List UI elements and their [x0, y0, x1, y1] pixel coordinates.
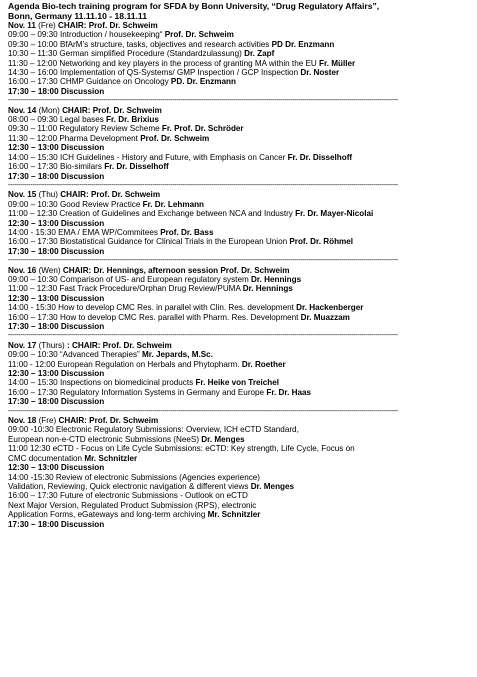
- day-date: Nov. 14: [8, 105, 37, 115]
- section-separator: ------------------------------------------------------------------------------------------------------------------------------------------------------------------------------------------------: [8, 181, 398, 189]
- day-block: [8, 416, 473, 529]
- item-text: Next Major Version, Regulated Product Submission (RPS), electronic: [8, 500, 257, 510]
- item-speaker: Dr. Hennings: [242, 284, 293, 294]
- item-text: 09:00 – 10:30 Comparison of US- and European regulatory system: [8, 274, 249, 284]
- agenda-item: [8, 172, 473, 181]
- item-text: 09:30 – 11:00 Regulatory Review Scheme: [8, 124, 160, 134]
- item-text: 16:00 – 17:30 Bio-similars: [8, 162, 102, 172]
- discussion-label: 12:30 – 13:00 Discussion: [8, 293, 105, 303]
- item-speaker: PD Dr. Enzmann: [271, 39, 335, 49]
- agenda-item: [8, 435, 473, 444]
- item-speaker: Dr. Hackenberger: [296, 303, 364, 313]
- agenda-item: [8, 200, 473, 209]
- agenda-item: [8, 77, 473, 86]
- day-header: [8, 266, 473, 275]
- agenda-item: [8, 209, 473, 218]
- agenda-item: [8, 87, 473, 96]
- day-chair: CHAIR: Prof. Dr. Schweim: [58, 21, 158, 30]
- day-weekday: (Fre): [38, 416, 57, 426]
- item-speaker: Mr. Jepards, M.Sc.: [142, 350, 213, 360]
- item-text: 14:00 -15:30 Review of electronic Submissions (Agencies experience): [8, 472, 261, 482]
- item-text: 08:00 – 09:30 Legal bases: [8, 115, 104, 125]
- day-header: [8, 416, 473, 425]
- day-header: [8, 21, 473, 30]
- agenda-item: [8, 425, 473, 434]
- item-text: 09:00 – 10:30 Good Review Practice: [8, 199, 141, 209]
- item-text: 16:00 – 17:30 Future of electronic Submissions - Outlook on eCTD: [8, 491, 248, 501]
- day-date: Nov. 17: [8, 340, 37, 350]
- section-separator: ------------------------------------------------------------------------------------------------------------------------------------------------------------------------------------------------: [8, 332, 398, 340]
- item-text: 14:00 – 15:30 Inspections on biomedicinal products: [8, 378, 194, 388]
- agenda-item: [8, 143, 473, 152]
- item-text: 14:30 – 16:00 Implementation of QS-Systems/ GMP Inspection / GCP Inspection: [8, 68, 299, 78]
- item-text: 09:00 – 09:30 Introduction / housekeeping“: [8, 30, 163, 40]
- day-date: Nov. 15: [8, 190, 37, 200]
- discussion-label: 12:30 – 13:00 Discussion: [8, 143, 105, 153]
- item-speaker: Fr. Dr. Mayer-Nicolai: [295, 209, 374, 219]
- agenda-item: [8, 134, 473, 143]
- agenda-item: [8, 350, 473, 359]
- agenda-item: [8, 501, 473, 510]
- item-speaker: Dr. Noster: [300, 68, 340, 78]
- agenda-item: [8, 463, 473, 472]
- item-text: 09:30 – 10:00 BfArM’s structure, tasks, objectives and research activities: [8, 39, 272, 49]
- item-speaker: Fr. Dr. Brixius: [106, 115, 159, 125]
- day-date: Nov. 16: [8, 265, 37, 275]
- discussion-label: 17:30 – 18:00 Discussion: [8, 246, 105, 256]
- agenda-item: [8, 68, 473, 77]
- agenda-item: [8, 397, 473, 406]
- agenda-item: [8, 491, 473, 500]
- item-text: 14:00 – 15:30 ICH Guidelines - History and Future, with Emphasis on Cancer: [8, 152, 286, 162]
- item-text: 16:00 – 17:30 Regulatory Information Systems in Germany and Europe: [8, 387, 265, 397]
- agenda-item: [8, 510, 473, 519]
- item-speaker: Fr. Prof. Dr. Schröder: [161, 124, 244, 134]
- day-weekday: (Thurs): [38, 340, 65, 350]
- agenda-item: [8, 454, 473, 463]
- item-text: 16:00 – 17:30 Biostatistical Guidance for Clinical Trials in the European Union: [8, 237, 288, 247]
- day-block: [8, 21, 473, 106]
- day-chair: CHAIR: Dr. Hennings, afternoon session Prof. Dr. Schweim: [62, 265, 290, 275]
- item-text: 14:00 - 15:30 EMA / EMA WP/Commitees: [8, 227, 158, 237]
- agenda-item: [8, 322, 473, 331]
- item-speaker: Dr. Roether: [241, 359, 286, 369]
- discussion-label: 17:30 – 18:00 Discussion: [8, 322, 105, 331]
- agenda-item: [8, 153, 473, 162]
- section-separator: ------------------------------------------------------------------------------------------------------------------------------------------------------------------------------------------------: [8, 97, 398, 105]
- item-text: 10:30 – 11:30 German simplified Procedure (Standardzulassung): [8, 49, 242, 59]
- agenda-title: [8, 1, 473, 21]
- agenda-item: [8, 162, 473, 171]
- discussion-label: 17:30 – 18:00 Discussion: [8, 171, 105, 181]
- item-speaker: Fr. Dr. Lehmann: [142, 199, 205, 209]
- agenda-item: [8, 482, 473, 491]
- item-speaker: Mr. Schnitzler: [207, 510, 261, 520]
- item-text: CMC documentation: [8, 453, 83, 463]
- item-speaker: Dr. Muazzam: [300, 312, 350, 322]
- agenda-item: [8, 237, 473, 246]
- item-speaker: Fr. Dr. Haas: [266, 387, 312, 397]
- day-chair: CHAIR: Prof. Dr. Schweim: [60, 190, 161, 200]
- day-block: [8, 190, 473, 265]
- title-line-2: Bonn, Germany 11.11.10 - 18.11.11: [8, 11, 148, 21]
- day-chair: : CHAIR: Prof. Dr. Schweim: [67, 340, 172, 350]
- day-chair: CHAIR: Prof. Dr. Schweim: [58, 416, 159, 426]
- item-text: 11:00 - 12:00 European Regulation on Herbals and Phytopharm.: [8, 359, 240, 369]
- agenda-item: [8, 124, 473, 133]
- discussion-label: 17:30 – 18:00 Discussion: [8, 397, 105, 407]
- day-date: Nov. 11: [8, 21, 36, 30]
- day-date: Nov. 18: [8, 416, 37, 426]
- item-text: 11:00 12:30 eCTD - Focus on Life Cycle Submissions: eCTD: Key strength, Life Cycle, Focus on: [8, 444, 355, 454]
- agenda-item: [8, 388, 473, 397]
- agenda-item: [8, 473, 473, 482]
- item-speaker: Prof. Dr. Röhmel: [289, 237, 354, 247]
- agenda-item: [8, 40, 473, 49]
- agenda-item: [8, 284, 473, 293]
- agenda-item: [8, 49, 473, 58]
- item-text: 14:00 - 15:30 How to develop CMC Res. in parallel with Clin. Res. development: [8, 303, 294, 313]
- item-speaker: Fr. Dr. Disselhoff: [104, 162, 169, 172]
- agenda-item: [8, 228, 473, 237]
- item-speaker: Mr. Schnitzler: [84, 453, 138, 463]
- day-header: [8, 341, 473, 350]
- item-speaker: Prof. Dr. Schweim: [164, 30, 234, 40]
- item-speaker: Dr. Zapf: [244, 49, 275, 59]
- discussion-label: 12:30 – 13:00 Discussion: [8, 218, 105, 228]
- agenda-item: [8, 247, 473, 256]
- agenda-item: [8, 369, 473, 378]
- item-speaker: Prof. Dr. Schweim: [140, 133, 210, 143]
- agenda-item: [8, 360, 473, 369]
- day-weekday: (Fre): [38, 21, 56, 30]
- agenda-item: [8, 219, 473, 228]
- agenda-item: [8, 303, 473, 312]
- agenda-item: [8, 115, 473, 124]
- item-text: Application Forms, eGateways and long-term archiving: [8, 510, 206, 520]
- agenda-item: [8, 520, 473, 529]
- day-block: [8, 341, 473, 416]
- discussion-label: 12:30 – 13:00 Discussion: [8, 369, 105, 379]
- agenda-item: [8, 30, 473, 39]
- item-text: 09:00 -10:30 Electronic Regulatory Submissions: Overview, ICH eCTD Standard,: [8, 425, 299, 435]
- item-text: 16:00 – 17:30 How to develop CMC Res. parallel with Pharm. Res. Development: [8, 312, 299, 322]
- item-text: 09:00 – 10:30 “Advanced Therapies”: [8, 350, 140, 360]
- item-speaker: Fr. Dr. Disselhoff: [287, 152, 353, 162]
- discussion-label: 12:30 – 13:00 Discussion: [8, 463, 105, 473]
- item-text: 11:00 – 12:30 Creation of Guidelines and Exchange between NCA and Industry: [8, 209, 293, 219]
- item-speaker: Dr. Menges: [250, 481, 295, 491]
- item-text: 11:30 – 12:00 Pharma Development: [8, 133, 138, 143]
- item-speaker: Fr. Müller: [319, 58, 356, 68]
- title-line-1: Agenda Bio-tech training program for SFDA by Bonn University, “Drug Regulatory Affairs”,: [8, 1, 380, 11]
- item-speaker: PD. Dr. Enzmann: [170, 77, 236, 87]
- section-separator: ------------------------------------------------------------------------------------------------------------------------------------------------------------------------------------------------: [8, 257, 398, 265]
- day-header: [8, 106, 473, 115]
- day-weekday: (Mon): [38, 105, 60, 115]
- agenda-item: [8, 294, 473, 303]
- day-weekday: (Thu): [38, 190, 58, 200]
- item-speaker: Fr. Heike von Treichel: [195, 378, 280, 388]
- agenda-days: [8, 21, 473, 529]
- day-chair: CHAIR: Prof. Dr. Schweim: [62, 105, 162, 115]
- item-text: European non-e-CTD electronic Submissions (NeeS): [8, 434, 200, 444]
- item-text: 11:00 – 12:30 Fast Track Procedure/Orphan Drug Review/PUMA: [8, 284, 241, 294]
- day-block: [8, 266, 473, 341]
- agenda-item: [8, 275, 473, 284]
- agenda-item: [8, 59, 473, 68]
- day-header: [8, 190, 473, 199]
- agenda-item: [8, 378, 473, 387]
- discussion-label: 17:30 – 18:00 Discussion: [8, 86, 105, 96]
- discussion-label: 17:30 – 18:00 Discussion: [8, 519, 105, 529]
- item-text: Validation, Reviewing, Quick electronic navigation & different views: [8, 481, 249, 491]
- item-speaker: Dr. Menges: [201, 434, 245, 444]
- agenda-item: [8, 444, 473, 453]
- day-block: [8, 106, 473, 191]
- item-speaker: Dr. Hennings: [251, 274, 302, 284]
- item-speaker: Prof. Dr. Bass: [160, 227, 214, 237]
- day-weekday: (Wen): [38, 265, 61, 275]
- item-text: 16:00 – 17:30 CHMP Guidance on Oncology: [8, 77, 169, 87]
- agenda-item: [8, 313, 473, 322]
- item-text: 11:30 – 12:00 Networking and key players in the process of granting MA within the EU: [8, 58, 317, 68]
- section-separator: ------------------------------------------------------------------------------------------------------------------------------------------------------------------------------------------------: [8, 407, 398, 415]
